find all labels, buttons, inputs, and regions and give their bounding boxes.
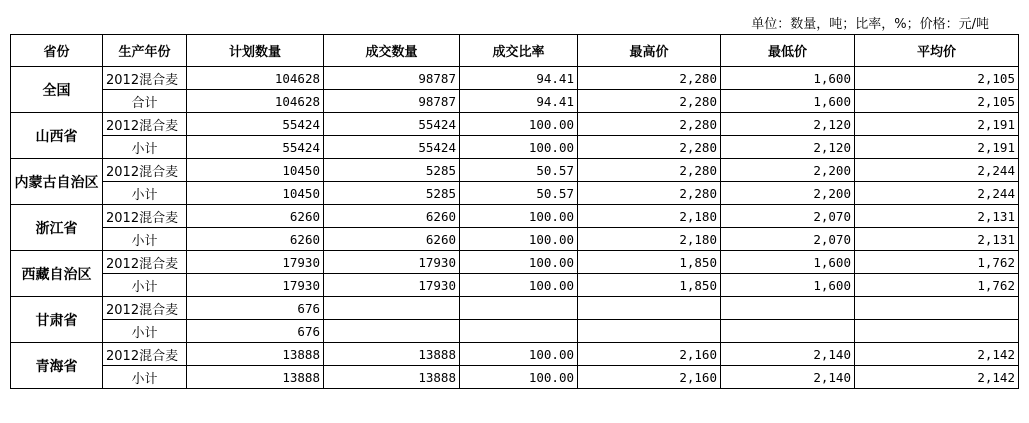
ratio-cell: 50.57 xyxy=(460,159,578,182)
avg-price-cell: 2,131 xyxy=(855,228,1019,251)
min-price-cell: 2,200 xyxy=(721,159,855,182)
planned-cell: 676 xyxy=(187,320,324,343)
min-price-cell: 1,600 xyxy=(721,274,855,297)
planned-cell: 13888 xyxy=(187,366,324,389)
max-price-cell xyxy=(578,320,721,343)
year-cell: 2012混合麦 xyxy=(103,67,187,90)
avg-price-cell: 2,105 xyxy=(855,90,1019,113)
table-row xyxy=(11,90,1019,113)
max-price-cell: 1,850 xyxy=(578,274,721,297)
dealt-cell: 98787 xyxy=(324,67,460,90)
avg-price-cell: 2,244 xyxy=(855,159,1019,182)
avg-price-cell: 2,191 xyxy=(855,136,1019,159)
dealt-cell xyxy=(324,320,460,343)
dealt-cell: 6260 xyxy=(324,205,460,228)
ratio-cell: 100.00 xyxy=(460,274,578,297)
table-row xyxy=(11,320,1019,343)
planned-cell: 676 xyxy=(187,297,324,320)
ratio-cell: 94.41 xyxy=(460,67,578,90)
min-price-cell: 1,600 xyxy=(721,90,855,113)
province-cell: 西藏自治区 xyxy=(11,251,103,297)
year-cell: 2012混合麦 xyxy=(103,297,187,320)
year-cell: 小计 xyxy=(103,274,187,297)
ratio-cell: 100.00 xyxy=(460,366,578,389)
ratio-cell: 100.00 xyxy=(460,228,578,251)
ratio-cell: 100.00 xyxy=(460,136,578,159)
ratio-cell xyxy=(460,297,578,320)
table-row xyxy=(11,159,1019,182)
min-price-cell: 1,600 xyxy=(721,67,855,90)
year-cell: 小计 xyxy=(103,182,187,205)
header-dealt: 成交数量 xyxy=(324,35,460,67)
header-year: 生产年份 xyxy=(103,35,187,67)
trade-results-table xyxy=(10,34,1019,389)
unit-note: 单位：数量，吨；比率，%；价格：元/吨 xyxy=(751,17,989,32)
max-price-cell: 1,850 xyxy=(578,251,721,274)
planned-cell: 17930 xyxy=(187,274,324,297)
min-price-cell xyxy=(721,297,855,320)
avg-price-cell: 2,105 xyxy=(855,67,1019,90)
min-price-cell: 2,120 xyxy=(721,113,855,136)
header-planned: 计划数量 xyxy=(187,35,324,67)
table-row xyxy=(11,182,1019,205)
planned-cell: 17930 xyxy=(187,251,324,274)
table-row xyxy=(11,297,1019,320)
avg-price-cell: 1,762 xyxy=(855,251,1019,274)
table-row xyxy=(11,274,1019,297)
max-price-cell: 2,280 xyxy=(578,136,721,159)
max-price-cell: 2,280 xyxy=(578,67,721,90)
dealt-cell: 13888 xyxy=(324,343,460,366)
year-cell: 小计 xyxy=(103,366,187,389)
dealt-cell: 55424 xyxy=(324,113,460,136)
ratio-cell: 100.00 xyxy=(460,205,578,228)
planned-cell: 13888 xyxy=(187,343,324,366)
table-row xyxy=(11,228,1019,251)
planned-cell: 10450 xyxy=(187,182,324,205)
province-cell: 山西省 xyxy=(11,113,103,159)
dealt-cell: 13888 xyxy=(324,366,460,389)
min-price-cell: 2,070 xyxy=(721,205,855,228)
header-province: 省份 xyxy=(11,35,103,67)
province-cell: 浙江省 xyxy=(11,205,103,251)
min-price-cell xyxy=(721,320,855,343)
table-row xyxy=(11,366,1019,389)
avg-price-cell xyxy=(855,320,1019,343)
min-price-cell: 2,120 xyxy=(721,136,855,159)
header-max-price: 最高价 xyxy=(578,35,721,67)
min-price-cell: 2,200 xyxy=(721,182,855,205)
table-row xyxy=(11,205,1019,228)
avg-price-cell: 2,142 xyxy=(855,343,1019,366)
ratio-cell: 100.00 xyxy=(460,113,578,136)
max-price-cell: 2,180 xyxy=(578,205,721,228)
dealt-cell: 17930 xyxy=(324,251,460,274)
avg-price-cell xyxy=(855,297,1019,320)
table-row xyxy=(11,251,1019,274)
ratio-cell: 100.00 xyxy=(460,343,578,366)
year-cell: 2012混合麦 xyxy=(103,251,187,274)
max-price-cell xyxy=(578,297,721,320)
province-cell: 青海省 xyxy=(11,343,103,389)
dealt-cell: 6260 xyxy=(324,228,460,251)
max-price-cell: 2,280 xyxy=(578,113,721,136)
max-price-cell: 2,280 xyxy=(578,182,721,205)
table-row xyxy=(11,67,1019,90)
table-row xyxy=(11,136,1019,159)
planned-cell: 104628 xyxy=(187,67,324,90)
header-min-price: 最低价 xyxy=(721,35,855,67)
planned-cell: 55424 xyxy=(187,113,324,136)
planned-cell: 6260 xyxy=(187,205,324,228)
avg-price-cell: 2,131 xyxy=(855,205,1019,228)
min-price-cell: 2,140 xyxy=(721,366,855,389)
dealt-cell xyxy=(324,297,460,320)
ratio-cell xyxy=(460,320,578,343)
planned-cell: 104628 xyxy=(187,90,324,113)
max-price-cell: 2,160 xyxy=(578,366,721,389)
year-cell: 2012混合麦 xyxy=(103,205,187,228)
ratio-cell: 100.00 xyxy=(460,251,578,274)
header-row xyxy=(11,35,1019,67)
min-price-cell: 1,600 xyxy=(721,251,855,274)
province-cell: 全国 xyxy=(11,67,103,113)
planned-cell: 55424 xyxy=(187,136,324,159)
planned-cell: 10450 xyxy=(187,159,324,182)
year-cell: 2012混合麦 xyxy=(103,343,187,366)
year-cell: 合计 xyxy=(103,90,187,113)
planned-cell: 6260 xyxy=(187,228,324,251)
max-price-cell: 2,280 xyxy=(578,159,721,182)
max-price-cell: 2,180 xyxy=(578,228,721,251)
avg-price-cell: 1,762 xyxy=(855,274,1019,297)
dealt-cell: 5285 xyxy=(324,159,460,182)
year-cell: 2012混合麦 xyxy=(103,113,187,136)
max-price-cell: 2,160 xyxy=(578,343,721,366)
dealt-cell: 55424 xyxy=(324,136,460,159)
ratio-cell: 94.41 xyxy=(460,90,578,113)
year-cell: 小计 xyxy=(103,320,187,343)
header-ratio: 成交比率 xyxy=(460,35,578,67)
dealt-cell: 98787 xyxy=(324,90,460,113)
avg-price-cell: 2,191 xyxy=(855,113,1019,136)
min-price-cell: 2,140 xyxy=(721,343,855,366)
avg-price-cell: 2,244 xyxy=(855,182,1019,205)
min-price-cell: 2,070 xyxy=(721,228,855,251)
province-cell: 内蒙古自治区 xyxy=(11,159,103,205)
header-avg-price: 平均价 xyxy=(855,35,1019,67)
year-cell: 2012混合麦 xyxy=(103,159,187,182)
year-cell: 小计 xyxy=(103,136,187,159)
year-cell: 小计 xyxy=(103,228,187,251)
avg-price-cell: 2,142 xyxy=(855,366,1019,389)
table-row xyxy=(11,113,1019,136)
dealt-cell: 17930 xyxy=(324,274,460,297)
dealt-cell: 5285 xyxy=(324,182,460,205)
ratio-cell: 50.57 xyxy=(460,182,578,205)
table-row xyxy=(11,343,1019,366)
max-price-cell: 2,280 xyxy=(578,90,721,113)
province-cell: 甘肃省 xyxy=(11,297,103,343)
